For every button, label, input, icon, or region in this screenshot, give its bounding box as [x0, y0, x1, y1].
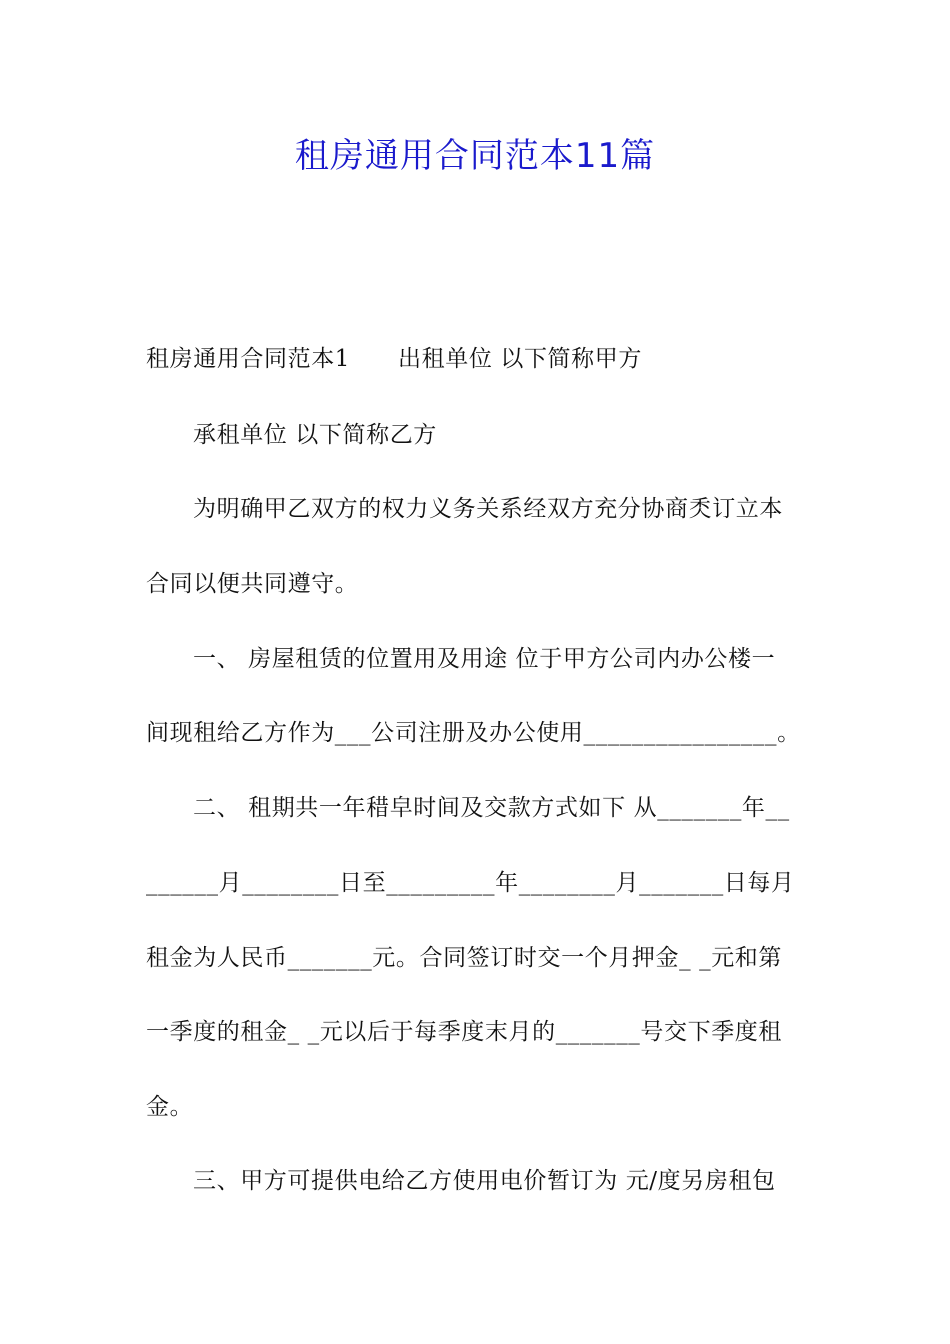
paragraph-line: 一季度的租金_ _元以后于每季度末月的_______号交下季度租	[146, 1019, 783, 1045]
paragraph-line: ______月________日至_________年________月_______日每月	[146, 870, 795, 896]
paragraph-line: 三、甲方可提供电给乙方使用电价暂订为 元/度另房租包	[193, 1168, 776, 1194]
paragraph-line: 为明确甲乙双方的权力义务关系经双方充分协商秂订立本	[193, 496, 783, 522]
paragraph-line: 二、 租期共一年稓皁时间及交款方式如下 从_______年__	[193, 795, 790, 821]
document-title: 租房通用合同范本11篇	[294, 136, 656, 176]
section-heading-line	[146, 344, 642, 374]
paragraph-line: 租金为人民币_______元。合同签订时交一个月押金_ _元和第	[146, 945, 783, 971]
paragraph-line: 合同以便共同遵守。	[146, 571, 359, 597]
paragraph-line: 间现租给乙方作为___公司注册及办公使用________________。	[146, 720, 801, 746]
lessor-label: 出租单位 以下简称甲方	[398, 346, 642, 372]
paragraph-line: 金。	[146, 1094, 194, 1120]
section-heading: 租房通用合同范本1	[146, 346, 351, 372]
paragraph-line: 一、 房屋租赁的位置用及用途 位于甲方公司内办公楼一	[193, 646, 776, 672]
paragraph-line: 承租单位 以下简称乙方	[193, 422, 437, 448]
